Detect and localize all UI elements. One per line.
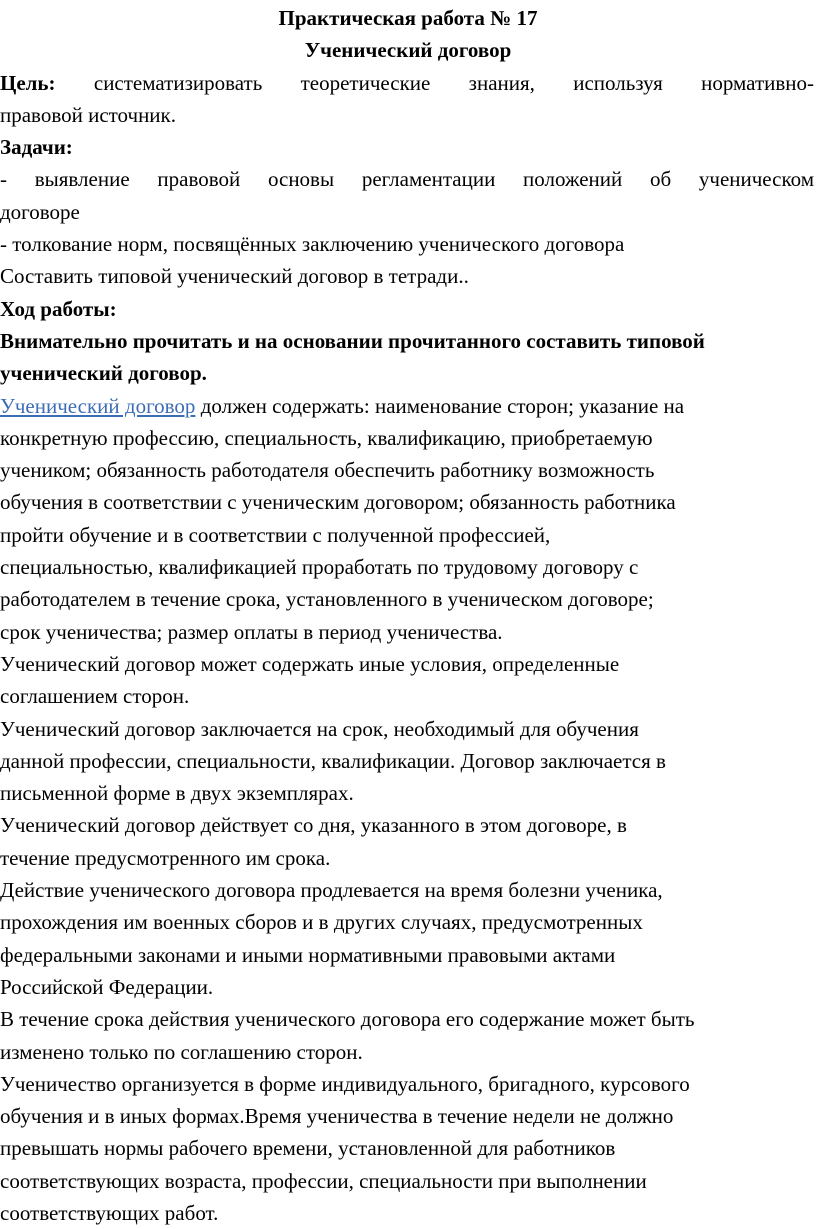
paragraph-5-line: Российской Федерации. [0,974,214,999]
paragraph-3-line: Ученический договор заключается на срок, необходимый для обучения [0,716,639,741]
body-text [0,390,816,1229]
paragraph-6-line: изменено только по соглашению сторон. [0,1039,363,1064]
paragraph-1-line: обучения в соответствии с ученическим договором; обязанность работника [0,490,676,515]
paragraph-3-line: письменной форме в двух экземплярах. [0,781,354,806]
paragraph-7-line: Ученичество организуется в форме индивидуального, бригадного, курсового [0,1071,690,1096]
paragraph-3-line: данной профессии, специальности, квалификации. Договор заключается в [0,748,666,773]
paragraph-4-line: Ученический договор действует со дня, указанного в этом договоре, в [0,813,627,838]
paragraph-7-line: превышать нормы рабочего времени, установленной для работников [0,1136,616,1161]
paragraph-5-line: федеральными законами и иными нормативными правовыми актами [0,942,616,967]
instruction-line-2: ученический договор. [0,361,207,386]
paragraph-3 [0,713,816,810]
paragraph-5 [0,874,816,1003]
paragraph-1-line-1-rest: должен содержать: наименование сторон; указание на [195,393,685,418]
paragraph-6 [0,1003,816,1068]
page-title: Практическая работа № 17 [278,6,538,30]
tasks-heading: Задачи: [0,135,73,160]
paragraph-1-line: специальностью, квалификацией проработать по трудовому договору с [0,555,639,580]
paragraph-2-line: Ученический договор может содержать иные условия, определенные [0,651,620,676]
paragraph-2-line: соглашением сторон. [0,684,190,709]
paragraph-1-line: конкретную профессию, специальность, квалификацию, приобретаемую [0,425,653,450]
task-1-line-1: - выявление правовой основы регламентации положений об ученическом [0,167,814,192]
paragraph-7-line: обучения и в иных формах.Время ученичества в течение недели не должно [0,1104,674,1129]
assignment: Составить типовой ученический договор в тетради.. [0,264,469,289]
paragraph-1-line-1 [0,390,816,422]
paragraph-1-line: работодателем в течение срока, установленного в ученическом договоре; [0,587,654,612]
paragraph-5-line: Действие ученического договора продлевается на время болезни ученика, [0,878,663,903]
paragraph-2 [0,648,816,713]
paragraph-7-line: соответствующих работ. [0,1200,219,1225]
goal-line-2: правовой источник. [0,102,176,127]
task-2: - толкование норм, посвящённых заключению ученического договора [0,232,625,257]
page-subtitle: Ученический договор [304,38,512,63]
paragraph-4-line: течение предусмотренного им срока. [0,845,331,870]
paragraph-7 [0,1068,816,1229]
paragraph-7-line: соответствующих возраста, профессии, специальности при выполнении [0,1168,647,1193]
goal-label: Цель: [0,70,56,95]
paragraph-4 [0,809,816,874]
paragraph-1-line: пройти обучение и в соответствии с полученной профессией, [0,522,551,547]
task-1-line-2: договоре [0,199,80,224]
paragraph-1-line: срок ученичества; размер оплаты в период ученичества. [0,619,503,644]
student-contract-link[interactable]: Ученический договор [0,393,196,418]
paragraph-5-line: прохождения им военных сборов и в других случаях, предусмотренных [0,910,643,935]
goal-text-1: систематизировать теоретические знания, используя нормативно- [93,70,815,95]
goal-line-1 [0,67,816,99]
goal-section [0,67,816,132]
tasks-section [0,131,816,292]
paragraph-1-line: учеником; обязанность работодателя обеспечить работнику возможность [0,458,655,483]
procedure-heading: Ход работы: [0,296,117,321]
procedure-section [0,293,816,390]
title-block [0,0,816,67]
paragraph-1 [0,390,816,648]
instruction-line-1: Внимательно прочитать и на основании прочитанного составить типовой [0,328,705,353]
paragraph-6-line: В течение срока действия ученического договора его содержание может быть [0,1007,695,1032]
